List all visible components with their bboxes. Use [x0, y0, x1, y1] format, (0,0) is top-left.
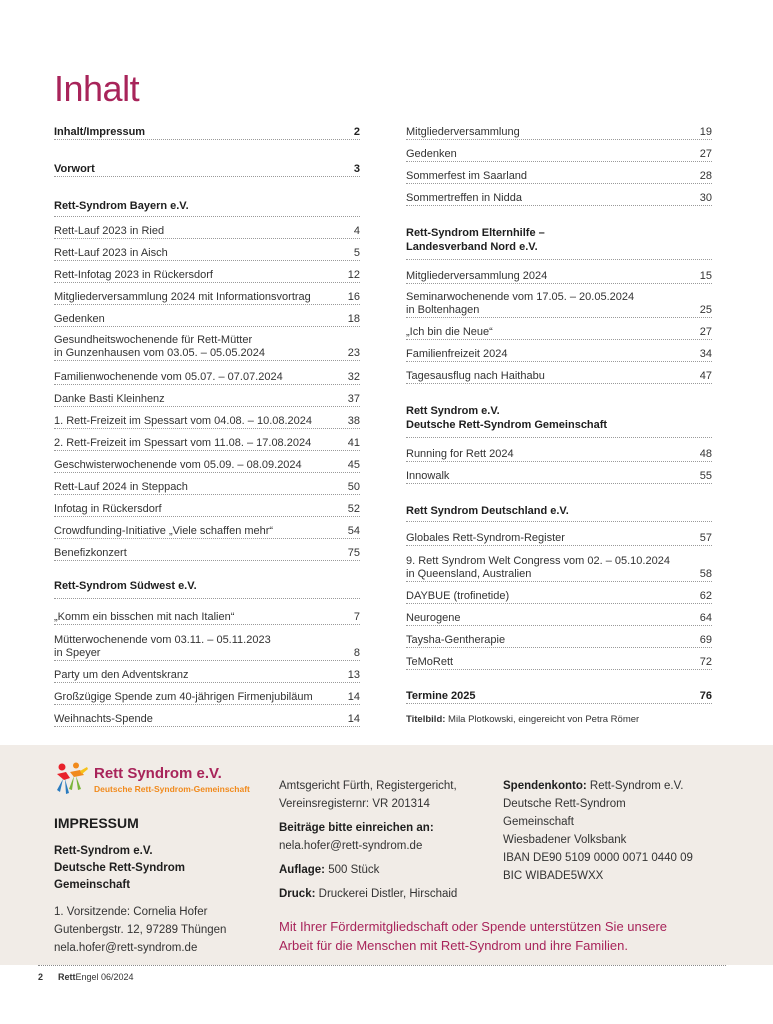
print-run: Auflage: 500 Stück [279, 864, 380, 876]
toc-entry-page: 3 [353, 163, 360, 175]
toc-entry[interactable] [406, 546, 712, 582]
toc-entry[interactable] [54, 705, 360, 727]
toc-entry[interactable] [54, 625, 360, 661]
toc-entry-page: 5 [353, 247, 360, 259]
toc-entry-label: TeMoRett [406, 656, 454, 668]
toc-entry[interactable] [54, 261, 360, 283]
toc-entry-label: „Komm ein bisschen mit nach Italien“ [54, 611, 235, 623]
toc-entry[interactable] [54, 473, 360, 495]
logo-figures-icon [54, 762, 90, 802]
toc-entry-label: Running for Rett 2024 [406, 448, 514, 460]
toc-entry-page: 41 [347, 437, 360, 449]
page-number: 2 [38, 972, 44, 982]
toc-entry[interactable] [406, 260, 712, 284]
toc-entry-page: 58 [699, 568, 712, 580]
toc-entry-label: Sommerfest im Saarland [406, 170, 528, 182]
iban: IBAN DE90 5109 0000 0071 0440 09 [503, 852, 693, 864]
toc-entry-label: Inhalt/Impressum [54, 126, 146, 138]
toc-entry-label: Gedenken [406, 148, 457, 160]
toc-entry-label: Gesundheitswochenende für Rett-Mütter in Gunzenhausen vom 03.05. – 05.05.2024 [54, 334, 265, 359]
impressum-heading: IMPRESSUM [54, 815, 139, 831]
toc-entry[interactable] [406, 184, 712, 206]
toc-entry-label: Globales Rett-Syndrom-Register [406, 532, 565, 544]
toc-entry[interactable] [406, 162, 712, 184]
registration-info [279, 777, 489, 909]
toc-entry[interactable] [406, 362, 712, 384]
toc-entry-label: Geschwisterwochenende vom 05.09. – 08.09.2024 [54, 459, 302, 471]
toc-entry-page: 12 [347, 269, 360, 281]
toc-entry[interactable] [54, 327, 360, 361]
toc-entry-page: 52 [347, 503, 360, 515]
donation-account: Spendenkonto: Rett-Syndrom e.V. Deutsche Rett-Syndrom Gemeinschaft Wiesbadener Volksbank IBAN DE90 5109 0000 0071 0440 09 BIC WIBADE5WXX [503, 777, 723, 885]
org-logo [54, 762, 254, 802]
cover-credit: Titelbild: Mila Plotkowski, eingereicht von Petra Römer [406, 714, 640, 725]
toc-entry[interactable] [406, 318, 712, 340]
donation-appeal: Mit Ihrer Fördermitgliedschaft oder Spende unterstützen Sie unsere Arbeit für die Menschen mit Rett-Syndrom und ihre Familien. [279, 919, 668, 953]
toc-entry-page: 25 [699, 304, 712, 316]
toc-entry[interactable] [54, 385, 360, 407]
toc-entry[interactable] [54, 157, 360, 177]
toc-entry-label: Sommertreffen in Nidda [406, 192, 522, 204]
toc-entry-label: Familienwochenende vom 05.07. – 07.07.2024 [54, 371, 283, 383]
toc-entry-label: Rett-Lauf 2023 in Aisch [54, 247, 168, 259]
logo-title: Rett Syndrom e.V. [94, 765, 222, 782]
toc-entry-page: 13 [347, 669, 360, 681]
toc-entry[interactable] [406, 140, 712, 162]
toc-entry-page: 37 [347, 393, 360, 405]
toc-entry-label: Rett-Lauf 2023 in Ried [54, 225, 165, 237]
toc-entry-page: 48 [699, 448, 712, 460]
toc-entry-label: 9. Rett Syndrom Welt Congress vom 02. – 05.10.2024 in Queensland, Australien [406, 555, 670, 580]
toc-entry-page: 27 [699, 326, 712, 338]
toc-entry-page: 27 [699, 148, 712, 160]
toc-entry-label: Familienfreizeit 2024 [406, 348, 508, 360]
toc-entry-page: 57 [699, 532, 712, 544]
publisher-email[interactable]: nela.hofer@rett-syndrom.de [54, 942, 198, 954]
toc-entry[interactable] [54, 539, 360, 561]
toc-entry-label: Mütterwochenende vom 03.11. – 05.11.2023 in Speyer [54, 634, 271, 659]
toc-entry[interactable] [54, 283, 360, 305]
contributions-email[interactable]: nela.hofer@rett-syndrom.de [279, 840, 423, 852]
toc-entry[interactable] [54, 239, 360, 261]
section-heading-suedwest: Rett-Syndrom Südwest e.V. [54, 577, 360, 599]
contributions: Beiträge bitte einreichen an: nela.hofer@rett-syndrom.de [279, 819, 489, 855]
section-heading-de: Rett Syndrom Deutschland e.V. [406, 504, 712, 522]
toc-entry[interactable] [54, 495, 360, 517]
section-heading-dg: Rett Syndrom e.V. Deutsche Rett-Syndrom Gemeinschaft [406, 404, 712, 438]
toc-entry[interactable] [406, 582, 712, 604]
toc-entry[interactable] [406, 626, 712, 648]
section-heading-nord: Rett-Syndrom Elternhilfe – Landesverband Nord e.V. [406, 226, 712, 260]
issue-label: RettEngel 06/2024 [58, 972, 134, 982]
toc-entry-page: 23 [347, 347, 360, 359]
toc-entry[interactable] [54, 305, 360, 327]
toc-entry-page: 15 [699, 270, 712, 282]
toc-entry-page: 2 [353, 126, 360, 138]
toc-entry-page: 18 [347, 313, 360, 325]
footer-divider [38, 965, 726, 966]
toc-entry-page: 14 [347, 713, 360, 725]
toc-entry-page: 32 [347, 371, 360, 383]
toc-entry-page: 34 [699, 348, 712, 360]
toc-entry[interactable] [54, 599, 360, 625]
toc-entry-label: Mitgliederversammlung 2024 mit Informationsvortrag [54, 291, 311, 303]
toc-entry-termine[interactable] [406, 684, 712, 704]
toc-entry-page: 54 [347, 525, 360, 537]
toc-entry[interactable] [54, 517, 360, 539]
toc-entry[interactable] [406, 462, 712, 484]
toc-entry[interactable] [406, 604, 712, 626]
toc-entry-page: 75 [347, 547, 360, 559]
toc-entry-label: Mitgliederversammlung 2024 [406, 270, 548, 282]
bic: BIC WIBADE5WXX [503, 870, 604, 882]
toc-entry-label: 2. Rett-Freizeit im Spessart vom 11.08. – 17.08.2024 [54, 437, 312, 449]
toc-entry-label: Rett-Infotag 2023 in Rückersdorf [54, 269, 213, 281]
toc-entry-label: Taysha-Gentherapie [406, 634, 506, 646]
toc-entry[interactable] [54, 683, 360, 705]
toc-entry[interactable] [54, 217, 360, 239]
logo-subtitle: Deutsche Rett-Syndrom-Gemeinschaft [94, 784, 250, 794]
printer: Druck: Druckerei Distler, Hirschaid [279, 888, 458, 900]
toc-entry-page: 38 [347, 415, 360, 427]
toc-entry[interactable] [406, 648, 712, 670]
toc-entry-page: 7 [353, 611, 360, 623]
toc-entry[interactable] [54, 661, 360, 683]
section-heading-bayern: Rett-Syndrom Bayern e.V. [54, 195, 360, 217]
toc-entry-label: Danke Basti Kleinhenz [54, 393, 165, 405]
toc-entry-page: 30 [699, 192, 712, 204]
toc-entry-label: Innowalk [406, 470, 450, 482]
toc-entry[interactable] [406, 120, 712, 140]
toc-entry-page: 55 [699, 470, 712, 482]
toc-entry[interactable] [406, 340, 712, 362]
toc-entry-page: 50 [347, 481, 360, 493]
toc-entry-page: 45 [347, 459, 360, 471]
toc-entry-label: Tagesausflug nach Haithabu [406, 370, 545, 382]
toc-entry[interactable] [54, 429, 360, 451]
toc-entry-page: 76 [699, 690, 712, 702]
toc-entry-label: Neurogene [406, 612, 461, 624]
toc-entry-page: 69 [699, 634, 712, 646]
toc-entry-label: Weihnachts-Spende [54, 713, 153, 725]
toc-entry-page: 47 [699, 370, 712, 382]
court-registration: Amtsgericht Fürth, Registergericht, Vereinsregisternr: VR 201314 [279, 780, 457, 810]
toc-entry-label: Großzügige Spende zum 40-jährigen Firmenjubiläum [54, 691, 313, 703]
toc-entry-label: Infotag in Rückersdorf [54, 503, 162, 515]
toc-entry-label: Mitgliederversammlung [406, 126, 520, 138]
toc-entry-page: 19 [699, 126, 712, 138]
toc-left-column [54, 120, 360, 727]
toc-entry-page: 8 [353, 647, 360, 659]
toc-entry-label: DAYBUE (trofinetide) [406, 590, 510, 602]
toc-entry-label: Seminarwochenende vom 17.05. – 20.05.2024 in Boltenhagen [406, 291, 635, 316]
toc-entry-label: Crowdfunding-Initiative „Viele schaffen mehr“ [54, 525, 274, 537]
toc-entry-label: „Ich bin die Neue“ [406, 326, 493, 338]
toc-entry-page: 72 [699, 656, 712, 668]
toc-entry-label: Party um den Adventskranz [54, 669, 189, 681]
toc-entry[interactable] [54, 361, 360, 385]
page-title: Inhalt [54, 68, 140, 109]
toc-entry-label: 1. Rett-Freizeit im Spessart vom 04.08. – 10.08.2024 [54, 415, 313, 427]
toc-entry[interactable] [406, 438, 712, 462]
toc-entry[interactable] [406, 522, 712, 546]
toc-entry[interactable] [54, 120, 360, 140]
publisher-name: Rett-Syndrom e.V. Deutsche Rett-Syndrom Gemeinschaft [54, 845, 185, 891]
impressum-panel [0, 745, 773, 965]
toc-entry-page: 4 [353, 225, 360, 237]
toc-entry-label: Rett-Lauf 2024 in Steppach [54, 481, 188, 493]
toc-entry-label: Benefizkonzert [54, 547, 127, 559]
toc-entry-label: Gedenken [54, 313, 105, 325]
toc-entry-page: 64 [699, 612, 712, 624]
toc-entry-label: Termine 2025 [406, 690, 476, 702]
toc-entry-page: 62 [699, 590, 712, 602]
toc-entry[interactable] [54, 451, 360, 473]
toc-entry[interactable] [54, 407, 360, 429]
toc-entry[interactable] [406, 284, 712, 318]
toc-entry-page: 16 [347, 291, 360, 303]
toc-entry-page: 28 [699, 170, 712, 182]
toc-entry-label: Vorwort [54, 163, 95, 175]
publisher-address: 1. Vorsitzende: Cornelia Hofer Gutenbergstr. 12, 97289 Thüngen nela.hofer@rett-syndrom.de [54, 903, 226, 957]
toc-entry-page: 14 [347, 691, 360, 703]
toc-right-column [406, 120, 712, 704]
